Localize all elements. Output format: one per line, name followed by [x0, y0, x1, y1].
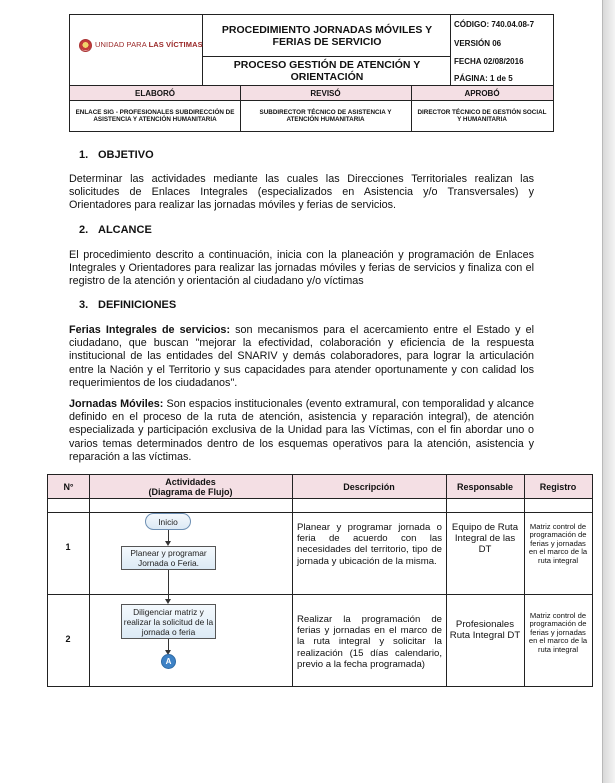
approvals-table	[69, 86, 554, 132]
approvals-value-reviso: SUBDIRECTOR TÉCNICO DE ASISTENCIA Y ATENCIÓN HUMANITARIA	[259, 108, 392, 123]
procedure-title: PROCEDIMIENTO JORNADAS MÓVILES Y FERIAS DE SERVICIO	[203, 15, 451, 57]
flow-step-plan: Planear y programar Jornada o Feria.	[121, 546, 216, 570]
approvals-header-elaboro: ELABORÓ	[70, 86, 240, 101]
flow-start-node: Inicio	[145, 513, 191, 530]
activity-record: Matriz control de programación de ferias y jornadas en el marco de la ruta integral	[528, 522, 588, 565]
section-number: 2.	[79, 224, 89, 236]
meta-cell	[451, 15, 553, 85]
col-header-activities: Actividades (Diagrama de Flujo)	[89, 475, 292, 499]
row-divider	[48, 594, 592, 595]
col-divider	[292, 475, 293, 687]
definition-text: son mecanismos para el acercamiento entre el Estado y el ciudadano, que buscan "mejorar la efectividad, colaboración y eficiencia de la respuesta institucional de las entidades del SNARIV y demás colaboradores, para lograr la articulación entre la Nación y el Territorio y sus capacidades para atender oportunamente y con calidad los requerimientos de los ciudadanos".	[69, 324, 534, 389]
approvals-divider	[240, 86, 241, 131]
process-title: PROCESO GESTIÓN DE ATENCIÓN Y ORIENTACIÓN	[233, 59, 421, 83]
col-header-responsible: Responsable	[446, 475, 524, 499]
col-header-num: N°	[48, 475, 89, 499]
definition-text: Son espacios institucionales (evento extramural, con temporalidad y alcance definido en el proceso de la ruta de atención, asistencia y reparación integral), de atención especializada y participación exclusiva de la Unidad para las Víctimas, con el fin abordar uno o varios temas determinados dentro de los esquemas operativos para la atención, asistencia y reparación a las víctimas.	[69, 398, 534, 463]
activity-responsible: Equipo de Ruta Integral de las DT	[451, 522, 519, 556]
approvals-header-reviso: REVISÓ	[240, 86, 411, 101]
activity-responsible: Profesionales Ruta Integral DT	[449, 619, 521, 642]
col-divider	[524, 475, 525, 687]
col-header-description: Descripción	[292, 475, 446, 499]
document-date: FECHA 02/08/2016	[454, 57, 524, 66]
col-divider	[446, 475, 447, 687]
activity-description: Realizar la programación de ferias y jornadas en el marco de la ruta integral y solicitar la realización (15 días calendario, previo a la fecha programada)	[297, 614, 442, 670]
logo-cell	[70, 15, 203, 85]
section-number: 3.	[79, 299, 89, 311]
definition-term: Ferias Integrales de servicios:	[69, 324, 231, 336]
objetivo-paragraph: Determinar las actividades mediante las cuales las Direcciones Territoriales realizan las solicitudes de Enlaces Integrales (especializados en Asistencia y/o Transversales) y Orientadores para realizar las jornadas móviles y ferias de servicios.	[69, 173, 534, 212]
activity-number: 2	[65, 634, 71, 644]
approvals-header-aprobo: APROBÓ	[411, 86, 553, 101]
activity-description: Planear y programar jornada o feria de acuerdo con las necesidades del territorio, tipo de jornada y ubicación de la misma.	[297, 522, 442, 567]
title-cell	[203, 15, 451, 85]
activity-number: 1	[65, 542, 71, 552]
flow-offpage-connector: A	[161, 654, 176, 669]
document-page: PÁGINA: 1 de 5	[454, 74, 513, 83]
section-number: 1.	[79, 149, 89, 161]
approvals-value-aprobo: DIRECTOR TÉCNICO DE GESTIÓN SOCIAL Y HUMANITARIA	[417, 108, 547, 123]
flow-connector-line	[168, 570, 169, 600]
flow-step-request: Diligenciar matriz y realizar la solicitud de la jornada o feria	[121, 604, 216, 639]
section-title: OBJETIVO	[98, 149, 154, 161]
document-version: VERSIÓN 06	[454, 39, 502, 48]
coat-of-arms-icon	[79, 39, 92, 52]
section-heading-definiciones	[79, 299, 176, 311]
section-heading-objetivo	[79, 149, 154, 161]
section-title: DEFINICIONES	[98, 299, 177, 311]
col-header-record: Registro	[524, 475, 592, 499]
col-divider	[89, 475, 90, 687]
activity-record: Matriz control de programación de ferias y jornadas en el marco de la ruta integral	[528, 611, 588, 654]
section-title: ALCANCE	[98, 224, 152, 236]
approvals-divider	[411, 86, 412, 131]
definition-ferias	[69, 324, 534, 390]
logo-emphasis: LAS VÍCTIMAS	[148, 40, 203, 49]
document-code: CÓDIGO: 740.04.08-7	[454, 20, 535, 29]
approvals-value-elaboro: ENLACE SIG - PROFESIONALES SUBDIRECCIÓN DE ASISTENCIA Y ATENCIÓN HUMANITARIA	[75, 108, 235, 123]
table-spacer-row	[48, 499, 592, 513]
logo-prefix: UNIDAD PARA	[95, 40, 149, 49]
section-heading-alcance	[79, 224, 152, 236]
activities-table	[47, 474, 593, 687]
unit-logo	[95, 40, 203, 49]
document-header	[69, 14, 554, 86]
page-shadow	[603, 0, 615, 783]
alcance-paragraph: El procedimiento descrito a continuación, inicia con la planeación y programación de Enlaces Integrales y Orientadores para realizar las jornadas móviles y ferias de servicios y finaliza con el registro de la atención y orientación al ciudadano y/o víctimas	[69, 249, 534, 288]
definition-jornadas	[69, 398, 534, 464]
definition-term: Jornadas Móviles:	[69, 398, 167, 410]
